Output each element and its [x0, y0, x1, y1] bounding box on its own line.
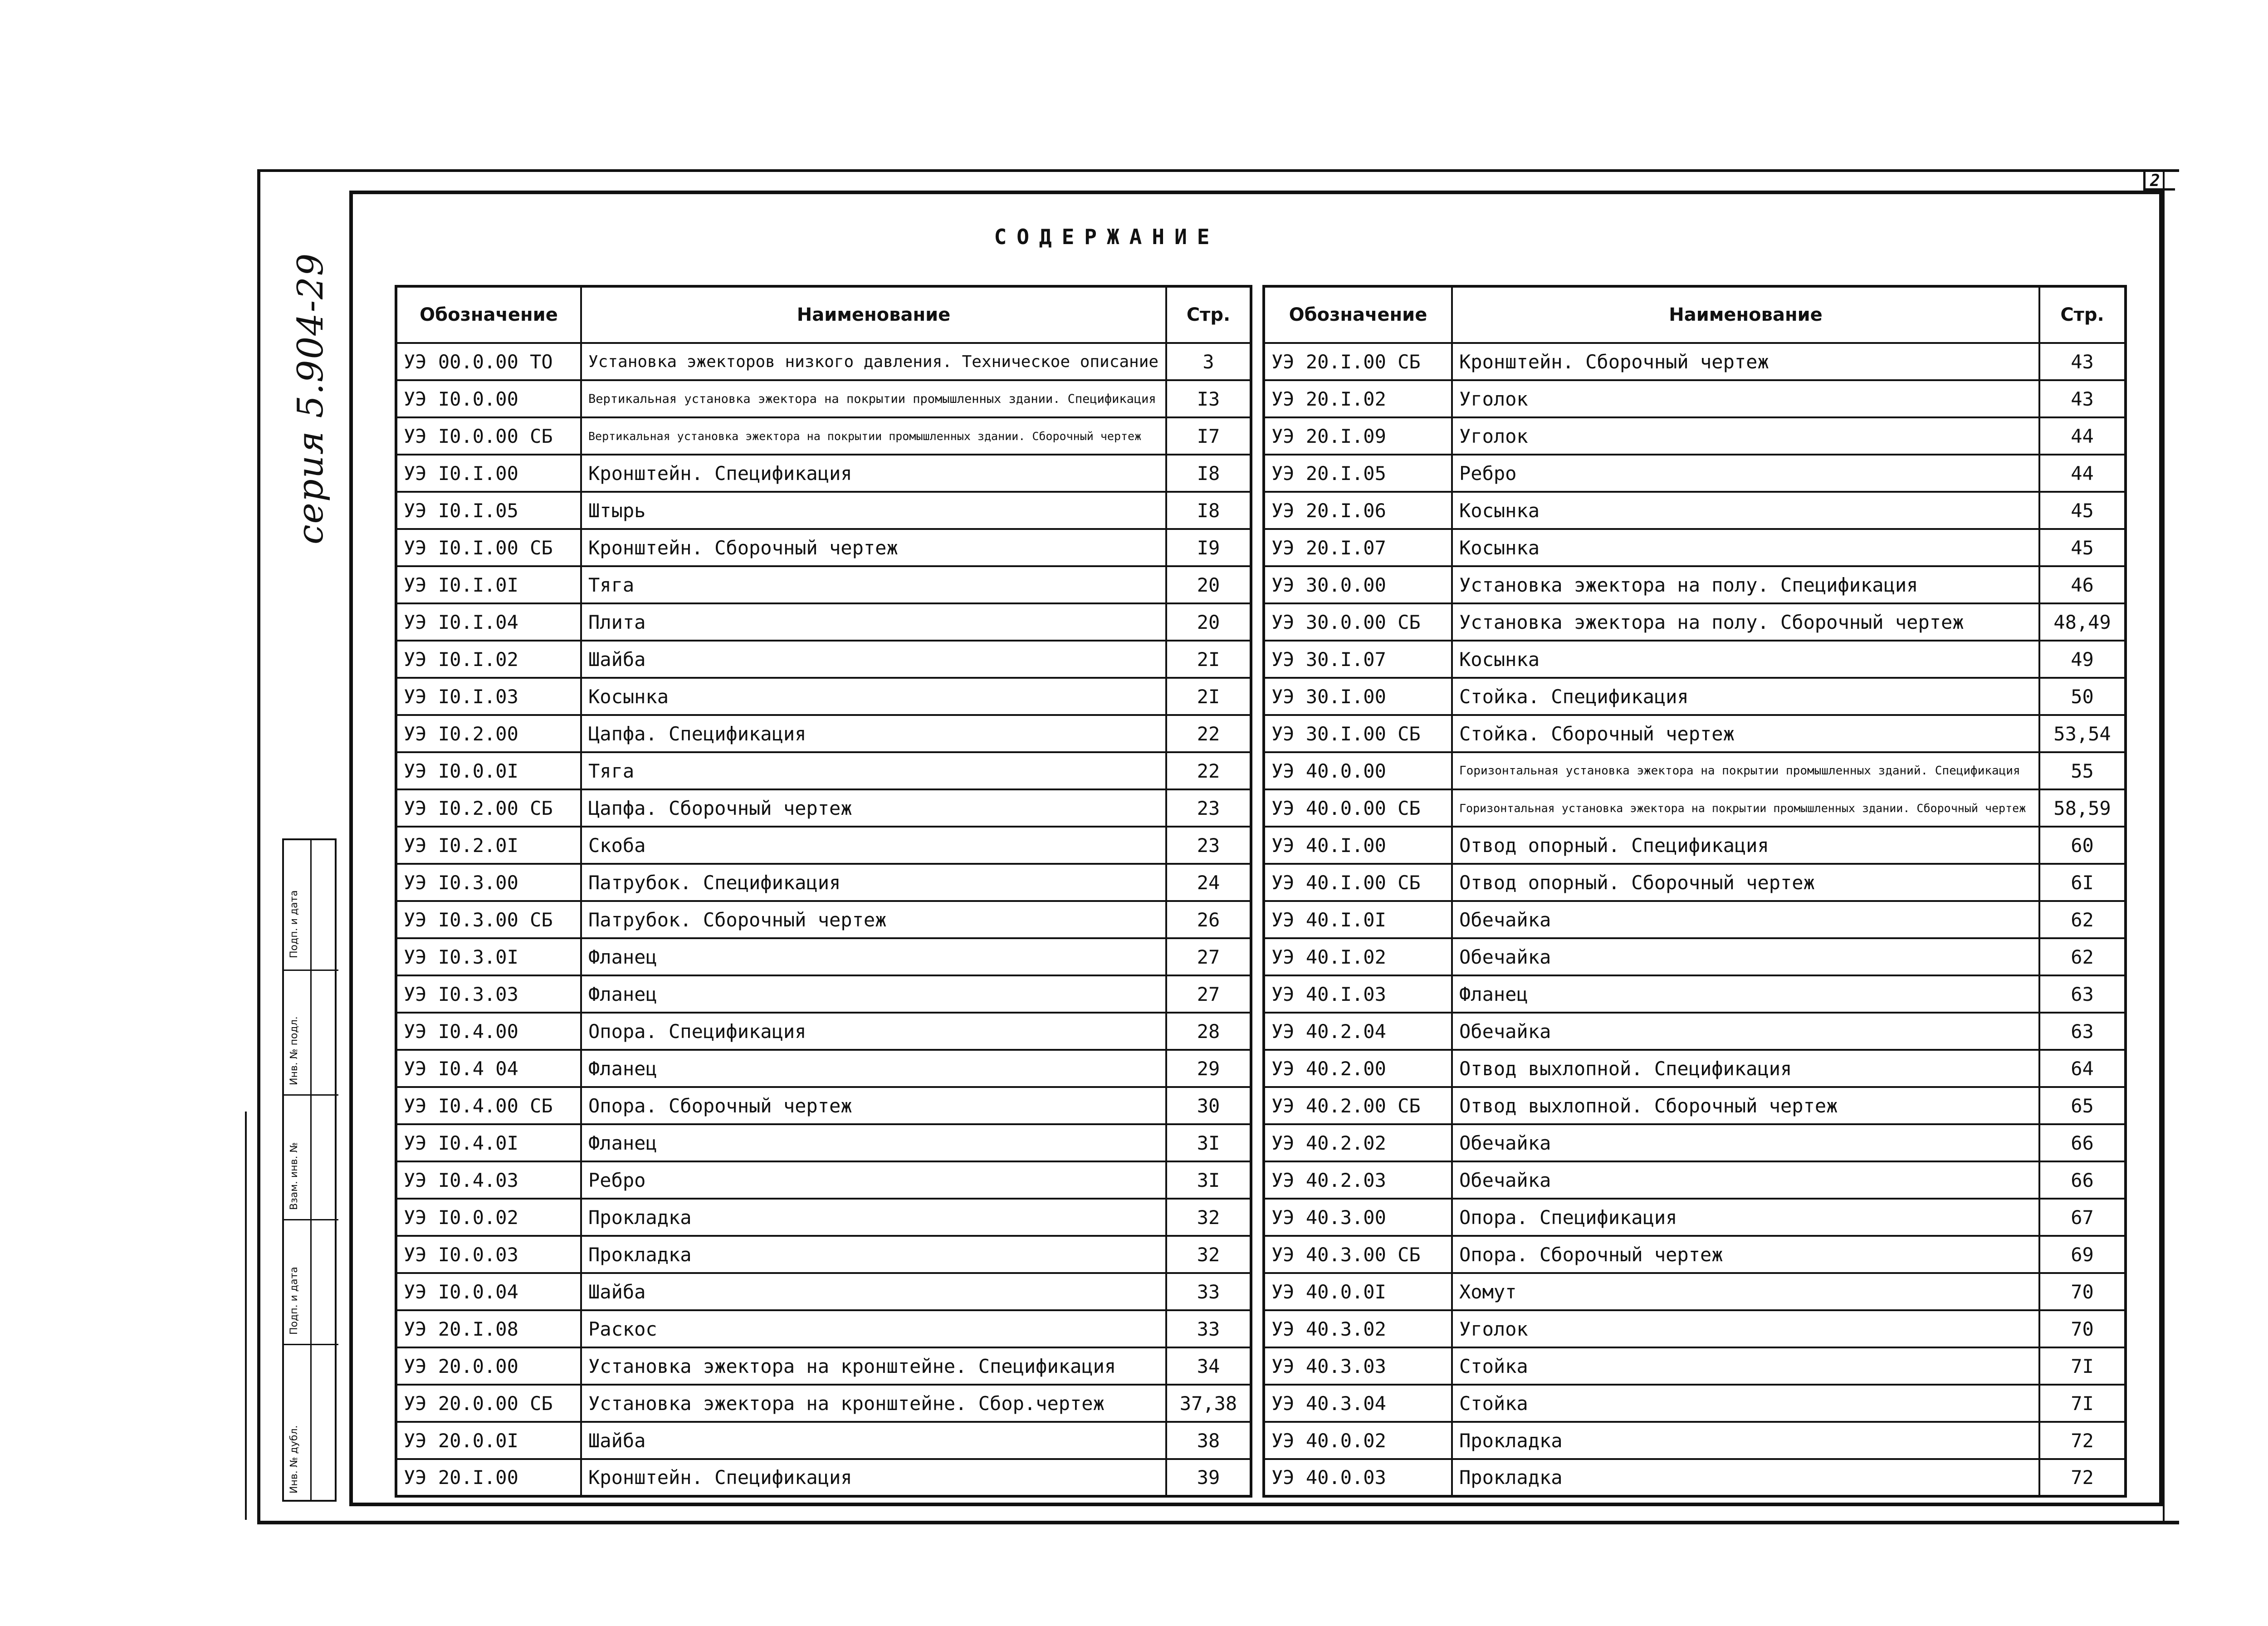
table-row: [396, 492, 1251, 529]
row-page: 53,54: [2039, 715, 2126, 752]
row-page: I9: [1166, 529, 1251, 566]
table-row: [1264, 1347, 2126, 1385]
row-page: 20: [1166, 566, 1251, 603]
table-row: [396, 1385, 1251, 1422]
row-designation: УЭ 20.I.07: [1264, 529, 1452, 566]
row-designation: УЭ 20.I.05: [1264, 455, 1452, 492]
header-name: Наименование: [581, 286, 1166, 343]
right-frame-line: [2163, 169, 2167, 1524]
row-designation: УЭ 30.I.07: [1264, 641, 1452, 678]
row-designation: УЭ I0.I.02: [396, 641, 581, 678]
row-page: 39: [1166, 1459, 1251, 1496]
table-row: [396, 789, 1251, 827]
row-designation: УЭ 40.0.00 СБ: [1264, 789, 1452, 827]
row-name: Фланец: [581, 938, 1166, 975]
row-designation: УЭ 00.0.00 ТО: [396, 343, 581, 380]
row-page: 72: [2039, 1459, 2126, 1496]
row-page: 24: [1166, 864, 1251, 901]
row-designation: УЭ 20.I.00 СБ: [1264, 343, 1452, 380]
table-row: [1264, 752, 2126, 789]
row-designation: УЭ I0.0.00: [396, 380, 581, 417]
stamp-label: Инв. № дубл.: [288, 1425, 300, 1494]
row-designation: УЭ 30.0.00 СБ: [1264, 603, 1452, 641]
row-name: Косынка: [1452, 641, 2039, 678]
table-row: [396, 715, 1251, 752]
row-page: 32: [1166, 1199, 1251, 1236]
row-name: Опора. Сборочный чертеж: [581, 1087, 1166, 1124]
row-designation: УЭ 40.3.04: [1264, 1385, 1452, 1422]
row-name: Опора. Спецификация: [1452, 1199, 2039, 1236]
row-designation: УЭ I0.2.0I: [396, 827, 581, 864]
table-row: [1264, 789, 2126, 827]
row-name: Обечайка: [1452, 1124, 2039, 1161]
table-row: [1264, 641, 2126, 678]
row-page: 45: [2039, 492, 2126, 529]
row-name: Стойка: [1452, 1347, 2039, 1385]
table-row: [1264, 566, 2126, 603]
row-page: 67: [2039, 1199, 2126, 1236]
row-name: Уголок: [1452, 380, 2039, 417]
table-row: [396, 455, 1251, 492]
row-page: I8: [1166, 455, 1251, 492]
table-row: [396, 566, 1251, 603]
row-name: Фланец: [581, 975, 1166, 1013]
row-designation: УЭ 40.2.03: [1264, 1161, 1452, 1199]
row-name: Фланец: [581, 1124, 1166, 1161]
row-name: Отвод опорный. Спецификация: [1452, 827, 2039, 864]
row-designation: УЭ 20.I.09: [1264, 417, 1452, 455]
table-row: [396, 1422, 1251, 1459]
row-name: Фланец: [581, 1050, 1166, 1087]
row-name: Обечайка: [1452, 1161, 2039, 1199]
row-name: Стойка: [1452, 1385, 2039, 1422]
row-name: Прокладка: [1452, 1459, 2039, 1496]
left-margin-rule: [245, 1112, 247, 1520]
row-page: 23: [1166, 789, 1251, 827]
table-row: [1264, 938, 2126, 975]
row-designation: УЭ 40.3.02: [1264, 1310, 1452, 1347]
row-page: 37,38: [1166, 1385, 1251, 1422]
table-row: [1264, 1087, 2126, 1124]
table-row: [1264, 827, 2126, 864]
row-name: Установка эжектора на кронштейне. Сбор.чертеж: [581, 1385, 1166, 1422]
contents-table-left: [395, 285, 1252, 1498]
table-row: [396, 752, 1251, 789]
row-name: Кронштейн. Сборочный чертеж: [581, 529, 1166, 566]
table-row: [396, 1199, 1251, 1236]
row-name: Фланец: [1452, 975, 2039, 1013]
row-page: 70: [2039, 1310, 2126, 1347]
table-row: [1264, 1310, 2126, 1347]
table-row: [1264, 343, 2126, 380]
row-name: Косынка: [1452, 529, 2039, 566]
page-title: [0, 225, 2268, 249]
row-designation: УЭ I0.I.00 СБ: [396, 529, 581, 566]
row-name: Прокладка: [581, 1199, 1166, 1236]
row-designation: УЭ I0.0.03: [396, 1236, 581, 1273]
row-name: Установка эжекторов низкого давления. Техническое описание: [581, 343, 1166, 380]
table-row: [396, 603, 1251, 641]
table-row: [1264, 975, 2126, 1013]
table-row: [1264, 1161, 2126, 1199]
row-designation: УЭ I0.I.04: [396, 603, 581, 641]
row-page: 44: [2039, 455, 2126, 492]
row-page: 38: [1166, 1422, 1251, 1459]
row-name: Обечайка: [1452, 901, 2039, 938]
row-designation: УЭ I0.I.03: [396, 678, 581, 715]
header-page: Стр.: [2039, 286, 2126, 343]
table-row: [396, 975, 1251, 1013]
row-name: Ребро: [581, 1161, 1166, 1199]
table-row: [396, 938, 1251, 975]
row-name: Штырь: [581, 492, 1166, 529]
row-page: 45: [2039, 529, 2126, 566]
table-row: [396, 380, 1251, 417]
row-page: I8: [1166, 492, 1251, 529]
row-name: Тяга: [581, 566, 1166, 603]
table-row: [1264, 864, 2126, 901]
table-row: [1264, 529, 2126, 566]
row-page: 43: [2039, 380, 2126, 417]
stamp-cell-border: [284, 1219, 338, 1220]
row-name: Обечайка: [1452, 938, 2039, 975]
row-name: Раскос: [581, 1310, 1166, 1347]
row-designation: УЭ I0.4.0I: [396, 1124, 581, 1161]
row-name: Установка эжектора на кронштейне. Спецификация: [581, 1347, 1166, 1385]
table-row: [1264, 715, 2126, 752]
row-page: 28: [1166, 1013, 1251, 1050]
row-page: 46: [2039, 566, 2126, 603]
row-designation: УЭ 40.I.00 СБ: [1264, 864, 1452, 901]
table-row: [1264, 1124, 2126, 1161]
stamp-label: Взам. инв. №: [288, 1142, 300, 1210]
row-name: Кронштейн. Спецификация: [581, 1459, 1166, 1496]
row-page: 3I: [1166, 1161, 1251, 1199]
row-designation: УЭ 40.I.0I: [1264, 901, 1452, 938]
row-designation: УЭ I0.I.0I: [396, 566, 581, 603]
stamp-label: Подп. и дата: [288, 1267, 300, 1335]
row-designation: УЭ I0.0.0I: [396, 752, 581, 789]
row-designation: УЭ 40.2.00: [1264, 1050, 1452, 1087]
contents-table-right: [1262, 285, 2127, 1498]
row-page: 23: [1166, 827, 1251, 864]
row-designation: УЭ 20.0.00 СБ: [396, 1385, 581, 1422]
row-page: 20: [1166, 603, 1251, 641]
row-name: Шайба: [581, 1422, 1166, 1459]
header-page: Стр.: [1166, 286, 1251, 343]
sheet-number: 2: [2150, 171, 2160, 190]
table-row: [396, 1273, 1251, 1310]
table-row: [396, 1459, 1251, 1496]
row-page: 44: [2039, 417, 2126, 455]
row-name: Шайба: [581, 641, 1166, 678]
table-row: [1264, 1199, 2126, 1236]
row-name: Ребро: [1452, 455, 2039, 492]
header-designation: Обозначение: [1264, 286, 1452, 343]
row-name: Стойка. Сборочный чертеж: [1452, 715, 2039, 752]
row-name: Прокладка: [581, 1236, 1166, 1273]
row-page: 34: [1166, 1347, 1251, 1385]
stamp-divider: [310, 840, 312, 1500]
row-designation: УЭ 40.0.00: [1264, 752, 1452, 789]
row-designation: УЭ I0.4.00: [396, 1013, 581, 1050]
row-page: 3: [1166, 343, 1251, 380]
page-title-text: СОДЕРЖАНИЕ: [994, 225, 1220, 249]
table-row: [1264, 603, 2126, 641]
row-page: 33: [1166, 1273, 1251, 1310]
row-designation: УЭ I0.3.0I: [396, 938, 581, 975]
row-page: 27: [1166, 938, 1251, 975]
row-name: Отвод выхлопной. Сборочный чертеж: [1452, 1087, 2039, 1124]
left-table-body: [396, 343, 1251, 1496]
row-page: 7I: [2039, 1385, 2126, 1422]
row-designation: УЭ 40.3.00: [1264, 1199, 1452, 1236]
row-name: Тяга: [581, 752, 1166, 789]
row-page: 3I: [1166, 1124, 1251, 1161]
row-name: Горизонтальная установка эжектора на покрытии промышленных здании. Сборочный чертеж: [1452, 789, 2039, 827]
row-designation: УЭ 20.I.00: [396, 1459, 581, 1496]
table-row: [396, 529, 1251, 566]
row-page: 29: [1166, 1050, 1251, 1087]
table-row: [1264, 1385, 2126, 1422]
row-designation: УЭ 40.I.02: [1264, 938, 1452, 975]
table-row: [1264, 901, 2126, 938]
table-row: [1264, 1422, 2126, 1459]
stamp-cell-border: [284, 970, 338, 971]
row-designation: УЭ 40.3.03: [1264, 1347, 1452, 1385]
row-designation: УЭ 40.I.00: [1264, 827, 1452, 864]
row-page: 66: [2039, 1161, 2126, 1199]
row-designation: УЭ I0.0.02: [396, 1199, 581, 1236]
row-name: Уголок: [1452, 1310, 2039, 1347]
stamp-cell-border: [284, 1344, 338, 1345]
right-table-body: [1264, 343, 2126, 1496]
row-page: 50: [2039, 678, 2126, 715]
approval-stamp-strip: [282, 838, 337, 1502]
table-row: [1264, 678, 2126, 715]
table-header-row: [1264, 286, 2126, 343]
row-name: Косынка: [581, 678, 1166, 715]
row-designation: УЭ I0.4.00 СБ: [396, 1087, 581, 1124]
row-page: 30: [1166, 1087, 1251, 1124]
row-designation: УЭ I0.2.00: [396, 715, 581, 752]
table-row: [396, 678, 1251, 715]
row-designation: УЭ I0.4 04: [396, 1050, 581, 1087]
table-row: [396, 417, 1251, 455]
table-row: [396, 1124, 1251, 1161]
row-designation: УЭ I0.2.00 СБ: [396, 789, 581, 827]
row-name: Хомут: [1452, 1273, 2039, 1310]
row-designation: УЭ 40.0.0I: [1264, 1273, 1452, 1310]
table-row: [396, 1050, 1251, 1087]
row-designation: УЭ 30.I.00: [1264, 678, 1452, 715]
row-name: Опора. Сборочный чертеж: [1452, 1236, 2039, 1273]
row-name: Вертикальная установка эжектора на покрытии промышленных здании. Сборочный чертеж: [581, 417, 1166, 455]
row-name: Патрубок. Спецификация: [581, 864, 1166, 901]
stamp-label: Инв. № подл.: [288, 1016, 300, 1085]
table-row: [396, 1347, 1251, 1385]
row-name: Косынка: [1452, 492, 2039, 529]
row-page: 70: [2039, 1273, 2126, 1310]
row-page: 63: [2039, 1013, 2126, 1050]
stamp-label: Подп. и дата: [288, 890, 300, 958]
header-designation: Обозначение: [396, 286, 581, 343]
row-name: Отвод выхлопной. Спецификация: [1452, 1050, 2039, 1087]
stamp-cell-border: [284, 1094, 338, 1096]
row-page: 26: [1166, 901, 1251, 938]
row-designation: УЭ 20.I.02: [1264, 380, 1452, 417]
series-label: серия 5.904-29: [290, 252, 331, 544]
row-name: Плита: [581, 603, 1166, 641]
row-page: 49: [2039, 641, 2126, 678]
row-designation: УЭ I0.3.00: [396, 864, 581, 901]
row-page: 69: [2039, 1236, 2126, 1273]
row-designation: УЭ 40.3.00 СБ: [1264, 1236, 1452, 1273]
table-row: [396, 343, 1251, 380]
row-name: Шайба: [581, 1273, 1166, 1310]
row-name: Цапфа. Сборочный чертеж: [581, 789, 1166, 827]
table-row: [396, 1161, 1251, 1199]
table-row: [1264, 492, 2126, 529]
row-designation: УЭ I0.4.03: [396, 1161, 581, 1199]
row-name: Стойка. Спецификация: [1452, 678, 2039, 715]
row-designation: УЭ 40.I.03: [1264, 975, 1452, 1013]
row-designation: УЭ 20.0.00: [396, 1347, 581, 1385]
row-page: I7: [1166, 417, 1251, 455]
row-page: 64: [2039, 1050, 2126, 1087]
row-designation: УЭ 20.I.06: [1264, 492, 1452, 529]
row-designation: УЭ 30.0.00: [1264, 566, 1452, 603]
table-row: [1264, 1236, 2126, 1273]
row-name: Горизонтальная установка эжектора на покрытии промышленных зданий. Спецификация: [1452, 752, 2039, 789]
row-designation: УЭ 40.2.04: [1264, 1013, 1452, 1050]
row-page: 43: [2039, 343, 2126, 380]
table-row: [1264, 1273, 2126, 1310]
table-row: [1264, 1050, 2126, 1087]
row-page: 65: [2039, 1087, 2126, 1124]
row-page: 7I: [2039, 1347, 2126, 1385]
row-name: Кронштейн. Сборочный чертеж: [1452, 343, 2039, 380]
row-designation: УЭ I0.I.05: [396, 492, 581, 529]
table-row: [1264, 1459, 2126, 1496]
table-row: [1264, 1013, 2126, 1050]
row-name: Патрубок. Сборочный чертеж: [581, 901, 1166, 938]
row-name: Уголок: [1452, 417, 2039, 455]
row-name: Вертикальная установка эжектора на покрытии промышленных здании. Спецификация: [581, 380, 1166, 417]
row-designation: УЭ 40.0.03: [1264, 1459, 1452, 1496]
table-row: [1264, 380, 2126, 417]
row-page: 6I: [2039, 864, 2126, 901]
table-row: [396, 1310, 1251, 1347]
table-row: [396, 1236, 1251, 1273]
row-designation: УЭ I0.3.00 СБ: [396, 901, 581, 938]
table-row: [396, 864, 1251, 901]
row-page: 62: [2039, 938, 2126, 975]
row-name: Отвод опорный. Сборочный чертеж: [1452, 864, 2039, 901]
row-page: 2I: [1166, 678, 1251, 715]
row-designation: УЭ 40.2.02: [1264, 1124, 1452, 1161]
table-row: [396, 827, 1251, 864]
row-name: Цапфа. Спецификация: [581, 715, 1166, 752]
row-page: 2I: [1166, 641, 1251, 678]
row-name: Скоба: [581, 827, 1166, 864]
row-page: 22: [1166, 715, 1251, 752]
row-name: Прокладка: [1452, 1422, 2039, 1459]
row-designation: УЭ I0.0.04: [396, 1273, 581, 1310]
row-designation: УЭ 20.I.08: [396, 1310, 581, 1347]
row-page: 22: [1166, 752, 1251, 789]
row-name: Опора. Спецификация: [581, 1013, 1166, 1050]
table-header-row: [396, 286, 1251, 343]
table-row: [396, 641, 1251, 678]
row-designation: УЭ 40.2.00 СБ: [1264, 1087, 1452, 1124]
table-row: [1264, 455, 2126, 492]
table-row: [396, 1087, 1251, 1124]
row-page: 48,49: [2039, 603, 2126, 641]
row-page: 55: [2039, 752, 2126, 789]
header-name: Наименование: [1452, 286, 2039, 343]
row-page: 58,59: [2039, 789, 2126, 827]
row-name: Установка эжектора на полу. Спецификация: [1452, 566, 2039, 603]
table-row: [396, 901, 1251, 938]
row-name: Кронштейн. Спецификация: [581, 455, 1166, 492]
row-page: 32: [1166, 1236, 1251, 1273]
row-designation: УЭ I0.0.00 СБ: [396, 417, 581, 455]
row-page: 66: [2039, 1124, 2126, 1161]
row-page: 27: [1166, 975, 1251, 1013]
table-row: [1264, 417, 2126, 455]
row-designation: УЭ 30.I.00 СБ: [1264, 715, 1452, 752]
row-page: 60: [2039, 827, 2126, 864]
row-name: Обечайка: [1452, 1013, 2039, 1050]
row-page: 63: [2039, 975, 2126, 1013]
row-designation: УЭ I0.3.03: [396, 975, 581, 1013]
row-page: I3: [1166, 380, 1251, 417]
row-designation: УЭ I0.I.00: [396, 455, 581, 492]
row-name: Установка эжектора на полу. Сборочный чертеж: [1452, 603, 2039, 641]
row-designation: УЭ 20.0.0I: [396, 1422, 581, 1459]
row-page: 62: [2039, 901, 2126, 938]
row-page: 33: [1166, 1310, 1251, 1347]
row-designation: УЭ 40.0.02: [1264, 1422, 1452, 1459]
row-page: 72: [2039, 1422, 2126, 1459]
table-row: [396, 1013, 1251, 1050]
